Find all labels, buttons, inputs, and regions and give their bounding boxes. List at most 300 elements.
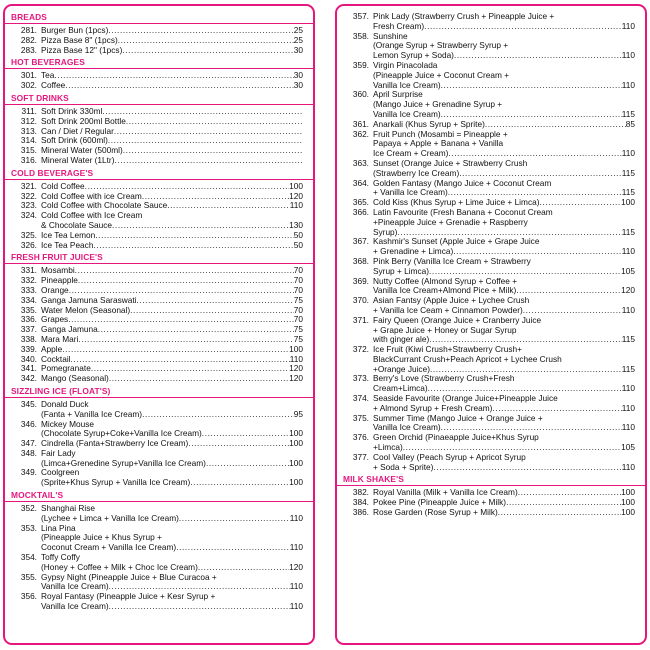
item-body xyxy=(373,237,635,257)
item-price: 105 xyxy=(621,442,635,453)
item-body xyxy=(373,12,635,32)
dot-leader xyxy=(108,136,303,146)
item-number: 312. xyxy=(20,115,37,126)
item-name: Pizza Base 12" (1pcs) xyxy=(41,44,123,55)
menu-item xyxy=(337,208,645,237)
item-number: 311. xyxy=(21,105,37,116)
item-name: Coffee xyxy=(41,80,66,91)
item-name: + Almond Syrup + Fresh Cream) xyxy=(373,402,493,413)
item-price: 115 xyxy=(621,334,635,345)
item-name: & Chocolate Sauce xyxy=(41,219,113,230)
item-number: 372. xyxy=(352,344,369,355)
dot-leader xyxy=(433,463,621,473)
item-price: 100 xyxy=(289,428,303,439)
section-header xyxy=(5,168,313,180)
item-name: Seaside Favourite (Orange Juice+Pineapple Juice xyxy=(373,393,558,404)
item-number: 370. xyxy=(352,295,369,306)
dot-leader xyxy=(75,266,294,276)
dot-leader xyxy=(109,602,290,612)
dot-leader xyxy=(122,46,293,56)
item-price: 70 xyxy=(293,265,303,276)
menu-item xyxy=(337,257,645,277)
item-price: 50 xyxy=(293,239,303,250)
dot-leader xyxy=(518,488,621,498)
item-name: Mango (Seasonal) xyxy=(41,373,109,384)
section-divider xyxy=(5,23,313,24)
item-line xyxy=(41,478,303,488)
item-number: 386. xyxy=(352,507,369,518)
item-body xyxy=(41,553,303,573)
item-body xyxy=(41,449,303,469)
item-number: 359. xyxy=(352,59,369,70)
item-price: 100 xyxy=(289,180,303,191)
section-divider xyxy=(5,501,313,502)
menu-item xyxy=(337,296,645,316)
item-name: Pink Lady (Strawberry Crush + Pineapple Juice + xyxy=(373,11,555,21)
item-number: 371. xyxy=(352,314,369,325)
item-body xyxy=(41,266,303,276)
item-price: 120 xyxy=(289,363,303,374)
dot-leader xyxy=(130,306,294,316)
item-name: Royal Fantasy (Pineapple Juice + Kesr Syrup + xyxy=(41,591,216,602)
item-price: 25 xyxy=(293,34,303,45)
dot-leader xyxy=(93,241,293,251)
item-body xyxy=(41,211,303,231)
dot-leader xyxy=(142,410,294,420)
item-name: +Pineapple Juice + Grenadie + Raspberry xyxy=(373,216,528,227)
item-line xyxy=(41,71,303,81)
item-name: Fairy Queen (Orange Juice + Cranberry Juice xyxy=(373,314,542,325)
item-line xyxy=(41,241,303,251)
menu-item xyxy=(337,90,645,119)
section-header xyxy=(337,474,645,486)
item-number: 281. xyxy=(20,25,37,35)
item-name: Pizza Base 8" (1pcs) xyxy=(41,34,118,45)
item-line xyxy=(41,46,303,56)
item-name: Pineapple xyxy=(41,275,78,286)
section-divider xyxy=(5,263,313,264)
item-line xyxy=(373,508,635,518)
item-number: 362. xyxy=(352,128,369,139)
item-price: 85 xyxy=(625,118,635,129)
menu-item xyxy=(5,46,313,56)
menu-item xyxy=(337,61,645,90)
section-divider xyxy=(337,485,645,486)
item-body xyxy=(41,374,303,384)
menu-item xyxy=(5,420,313,440)
item-number: 352. xyxy=(20,503,37,514)
item-price: 70 xyxy=(293,304,303,315)
dot-leader xyxy=(98,325,294,335)
item-number: 347. xyxy=(20,438,37,449)
item-price: 70 xyxy=(293,284,303,295)
item-body xyxy=(41,524,303,553)
section-title: COLD BEVERAGE'S xyxy=(11,167,94,178)
item-name: Sunset (Orange Juice + Strawberry Crush xyxy=(373,157,528,168)
item-price: 75 xyxy=(293,324,303,335)
item-body xyxy=(41,592,303,612)
menu-item xyxy=(337,453,645,473)
item-line xyxy=(373,218,635,228)
item-name: Soft Drink (600ml) xyxy=(41,135,108,146)
item-number: 333. xyxy=(20,284,37,295)
item-price: 110 xyxy=(289,200,303,211)
section-divider xyxy=(5,68,313,69)
item-name: Cold Coffee xyxy=(41,180,85,191)
item-name: Ganga Jamuna xyxy=(41,324,98,335)
item-price: 110 xyxy=(621,50,635,61)
item-name: + Grenadine + Limca) xyxy=(373,246,454,257)
menu-item xyxy=(337,12,645,32)
section-divider xyxy=(5,179,313,180)
item-name: with ginger ale) xyxy=(373,334,430,345)
item-name: Ice Fruit (Kiwi Crush+Strawberry Crush+ xyxy=(373,344,522,355)
item-name: Asian Fantsy (Apple Juice + Lychee Crush xyxy=(373,295,530,306)
item-name: Syrup + Limca) xyxy=(373,265,430,276)
section-divider xyxy=(5,104,313,105)
dot-leader xyxy=(114,127,303,137)
menu-item xyxy=(337,179,645,199)
item-body xyxy=(41,156,303,166)
item-name: Donald Duck xyxy=(41,398,89,409)
item-price: 115 xyxy=(621,363,635,374)
item-number: 314. xyxy=(20,135,37,146)
menu-column-left xyxy=(3,4,315,645)
item-name: Cold Coffee with Ice Cream xyxy=(41,210,143,221)
item-number: 301. xyxy=(20,70,37,81)
dot-leader xyxy=(54,71,293,81)
item-name: Mineral Water (500ml) xyxy=(41,145,123,156)
item-name: Cream+Limca) xyxy=(373,383,428,394)
item-name: Fair Lady xyxy=(41,447,76,458)
item-body xyxy=(373,257,635,277)
item-price: 30 xyxy=(293,70,303,81)
item-name: Pink Berry (Vanilla Ice Cream + Strawberry xyxy=(373,255,531,266)
dot-leader xyxy=(91,364,289,374)
item-name: Rose Garden (Rose Syrup + Milk) xyxy=(373,507,498,518)
item-price: 110 xyxy=(621,148,635,159)
item-name: Cold Kiss (Khus Syrup + Lime Juice + Limca) xyxy=(373,197,540,208)
section-divider xyxy=(5,397,313,398)
item-body xyxy=(373,90,635,119)
menu-item xyxy=(5,573,313,593)
menu-item xyxy=(337,237,645,257)
item-name: (Pineapple Juice + Khus Syrup + xyxy=(41,532,162,543)
item-body xyxy=(41,335,303,345)
section-title: FRESH FRUIT JUICE'S xyxy=(11,252,103,263)
menu-item xyxy=(5,156,313,166)
item-price: 110 xyxy=(621,20,635,31)
item-name: + Soda + Sprite) xyxy=(373,461,434,472)
item-number: 355. xyxy=(20,571,37,582)
menu-item xyxy=(337,130,645,159)
item-price: 110 xyxy=(289,512,303,523)
item-name: +Orange Juice) xyxy=(373,363,430,374)
menu-item xyxy=(5,504,313,524)
menu-item xyxy=(5,524,313,553)
dot-leader xyxy=(176,543,290,553)
item-price: 130 xyxy=(289,219,303,230)
dot-leader xyxy=(123,146,303,156)
item-name: Latin Favourite (Fresh Banana + Coconut Cream xyxy=(373,206,553,217)
item-name: Burger Bun (1pcs) xyxy=(41,25,109,35)
item-price: 110 xyxy=(621,304,635,315)
section-title: MOCKTAIL'S xyxy=(11,490,64,501)
dot-leader xyxy=(112,221,289,231)
item-line xyxy=(373,463,635,473)
dot-leader xyxy=(188,439,289,449)
item-name: (Lychee + Limca + Vanilla Ice Cream) xyxy=(41,512,179,523)
item-name: (Honey + Coffee + Milk + Choc Ice Cream) xyxy=(41,561,198,572)
item-name: + Vanilla Ice Cream) xyxy=(373,187,448,198)
item-number: 337. xyxy=(20,324,37,335)
dot-leader xyxy=(190,478,289,488)
item-number: 356. xyxy=(20,591,37,602)
item-name: Berry's Love (Strawberry Crush+Fresh xyxy=(373,373,515,384)
item-name: Coconut Cream + Vanilla Ice Cream) xyxy=(41,542,177,553)
item-name: Lina Pina xyxy=(41,522,76,533)
item-line xyxy=(41,543,303,553)
item-number: 366. xyxy=(352,206,369,217)
item-number: 313. xyxy=(20,125,37,136)
item-name: Lemon Syrup + Soda) xyxy=(373,50,454,61)
item-number: 282. xyxy=(20,34,37,45)
dot-leader xyxy=(136,296,293,306)
item-number: 377. xyxy=(352,451,369,462)
item-body xyxy=(373,508,635,518)
item-name: Shanghai Rise xyxy=(41,503,95,514)
item-number: 336. xyxy=(20,314,37,325)
item-body xyxy=(373,61,635,90)
menu-item xyxy=(5,211,313,231)
item-number: 323. xyxy=(20,200,37,211)
section-gap xyxy=(337,518,645,520)
section-header xyxy=(5,490,313,502)
item-line xyxy=(41,514,303,524)
item-line xyxy=(41,439,303,449)
item-name: Vanilla Ice Cream) xyxy=(373,422,441,433)
item-line xyxy=(41,335,303,345)
item-price: 70 xyxy=(293,275,303,286)
item-price: 110 xyxy=(289,542,303,553)
item-body xyxy=(41,46,303,56)
item-line xyxy=(41,345,303,355)
item-name: Papaya + Apple + Banana + Vanilla xyxy=(373,138,504,149)
item-line xyxy=(41,156,303,166)
item-name: Golden Fantasy (Mango Juice + Coconut Cream xyxy=(373,177,552,188)
menu-item xyxy=(5,449,313,469)
item-number: 382. xyxy=(352,487,369,498)
item-name: Royal Vanilla (Milk + Vanilla Ice Cream) xyxy=(373,487,518,498)
item-price: 110 xyxy=(289,581,303,592)
item-number: 363. xyxy=(352,157,369,168)
menu-item xyxy=(5,400,313,420)
section-gap xyxy=(5,612,313,614)
item-price: 100 xyxy=(621,197,635,208)
item-name: Cold Coffee with ice Cream xyxy=(41,190,142,201)
item-price: 100 xyxy=(289,438,303,449)
item-line xyxy=(41,325,303,335)
item-number: 369. xyxy=(352,275,369,286)
item-number: 357. xyxy=(352,11,369,21)
item-body xyxy=(41,306,303,316)
item-name: Vanilla Ice Cream) xyxy=(41,601,109,612)
item-number: 365. xyxy=(352,197,369,208)
item-number: 373. xyxy=(352,373,369,384)
item-name: (Strawberry Ice Cream) xyxy=(373,167,460,178)
item-number: 335. xyxy=(20,304,37,315)
item-number: 334. xyxy=(20,294,37,305)
item-body xyxy=(41,439,303,449)
item-number: 361. xyxy=(352,118,369,129)
dot-leader xyxy=(441,81,622,91)
item-name: Cold Coffee with Chocolate Sauce xyxy=(41,200,168,211)
menu-item xyxy=(337,433,645,453)
item-name: (Limca+Grenedine Syrup+Vanilla Ice Cream) xyxy=(41,457,206,468)
item-name: Virgin Pinacolada xyxy=(373,59,438,70)
item-name: Vanilla Ice Cream) xyxy=(41,581,109,592)
item-name: April Surprise xyxy=(373,89,423,100)
item-body xyxy=(41,325,303,335)
item-body xyxy=(373,433,635,453)
section-title: MILK SHAKE'S xyxy=(343,474,404,485)
item-price: 120 xyxy=(289,561,303,572)
dot-leader xyxy=(206,459,289,469)
menu-item xyxy=(337,32,645,61)
item-price: 120 xyxy=(289,373,303,384)
item-line xyxy=(41,459,303,469)
menu-item xyxy=(337,316,645,345)
item-price: 115 xyxy=(621,167,635,178)
section-header xyxy=(5,12,313,24)
item-name: Ganga Jamuna Saraswati xyxy=(41,294,137,305)
item-price: 105 xyxy=(621,265,635,276)
item-price: 95 xyxy=(293,408,303,419)
item-name: Sunshine xyxy=(373,30,408,41)
item-name: Pomegranate xyxy=(41,363,91,374)
item-number: 346. xyxy=(20,418,37,429)
item-name: Syrup) xyxy=(373,226,398,237)
menu-item xyxy=(5,468,313,488)
dot-leader xyxy=(62,345,289,355)
item-body xyxy=(373,296,635,316)
item-price: 120 xyxy=(621,285,635,296)
item-body xyxy=(373,374,635,394)
section-title: SIZZLING ICE (FLOAT'S) xyxy=(11,385,111,396)
item-body xyxy=(41,276,303,286)
item-name: (Mango Juice + Grenadine Syrup + xyxy=(373,99,503,110)
item-number: 358. xyxy=(352,30,369,41)
menu-item xyxy=(5,553,313,573)
item-name: + Grape Juice + Honey or Sugar Syrup xyxy=(373,324,517,335)
dot-leader xyxy=(78,276,294,286)
item-name: Fresh Cream) xyxy=(373,20,425,31)
item-price: 110 xyxy=(621,422,635,433)
item-body xyxy=(373,394,635,414)
section-header xyxy=(5,252,313,264)
menu-item xyxy=(5,374,313,384)
item-name: Grapes xyxy=(41,314,69,325)
item-name: Cocktail xyxy=(41,353,71,364)
item-price: 100 xyxy=(289,477,303,488)
item-price: 100 xyxy=(289,457,303,468)
item-price: 115 xyxy=(621,108,635,119)
item-price: 30 xyxy=(293,80,303,91)
item-price: 110 xyxy=(289,601,303,612)
item-body xyxy=(41,504,303,524)
item-price: 70 xyxy=(293,314,303,325)
menu-item xyxy=(5,592,313,612)
item-name: Water Melon (Seasonal) xyxy=(41,304,131,315)
dot-leader xyxy=(202,429,289,439)
item-number: 360. xyxy=(352,89,369,100)
item-number: 349. xyxy=(20,467,37,478)
item-line xyxy=(41,306,303,316)
section-title: HOT BEVERAGES xyxy=(11,57,85,68)
dot-leader xyxy=(95,231,293,241)
item-name: Pokee Pine (Pineapple Juice + Milk) xyxy=(373,497,507,508)
dot-leader xyxy=(65,81,293,91)
item-name: Tea xyxy=(41,70,55,81)
menu-item xyxy=(337,159,645,179)
section-title: BREADS xyxy=(11,12,47,22)
item-number: 340. xyxy=(20,353,37,364)
item-name: Green Orchid (Pinaeapple Juice+Khus Syrup xyxy=(373,432,539,443)
item-name: Mickey Mouse xyxy=(41,418,95,429)
item-name: (Sprite+Khus Syrup + Vanilla Ice Cream) xyxy=(41,477,191,488)
dot-leader xyxy=(126,117,303,127)
menu-item xyxy=(5,241,313,251)
menu-column-right xyxy=(335,4,647,645)
item-number: 374. xyxy=(352,393,369,404)
item-name: Fruit Punch (Mosambi = Pineapple + xyxy=(373,128,508,139)
item-price: 115 xyxy=(621,187,635,198)
item-price: 100 xyxy=(289,343,303,354)
item-name: Vanilla Ice Cream) xyxy=(373,79,441,90)
item-number: 324. xyxy=(20,210,37,221)
menu-item xyxy=(337,277,645,297)
item-body xyxy=(373,453,635,473)
section-title: SOFT DRINKS xyxy=(11,92,69,103)
item-name: Vanilla Ice Cream) xyxy=(373,108,441,119)
item-price: 110 xyxy=(621,402,635,413)
item-price: 110 xyxy=(621,383,635,394)
item-number: 338. xyxy=(20,333,37,344)
menu-item xyxy=(5,81,313,91)
item-body xyxy=(373,316,635,345)
item-name: Apple xyxy=(41,343,63,354)
item-name: (Chocolate Syrup+Coke+Vanilla Ice Cream) xyxy=(41,428,202,439)
menu-item xyxy=(337,345,645,374)
item-number: 322. xyxy=(20,190,37,201)
item-price: 110 xyxy=(621,461,635,472)
item-body xyxy=(373,414,635,434)
item-name: Kashmir's Sunset (Apple Juice + Grape Juice xyxy=(373,236,540,247)
item-name: Coolgreen xyxy=(41,467,80,478)
item-price: 110 xyxy=(289,353,303,364)
item-body xyxy=(373,159,635,179)
item-price: 75 xyxy=(293,294,303,305)
item-number: 321. xyxy=(20,180,37,191)
item-body xyxy=(41,241,303,251)
item-name: Anarkali (Khus Syrup + Sprite) xyxy=(373,118,485,129)
menu-item xyxy=(337,414,645,434)
item-number: 368. xyxy=(352,255,369,266)
item-price: 110 xyxy=(621,79,635,90)
menu-item xyxy=(337,394,645,414)
item-number: 341. xyxy=(20,363,37,374)
item-name: Mineral Water (1Ltr) xyxy=(41,154,115,165)
